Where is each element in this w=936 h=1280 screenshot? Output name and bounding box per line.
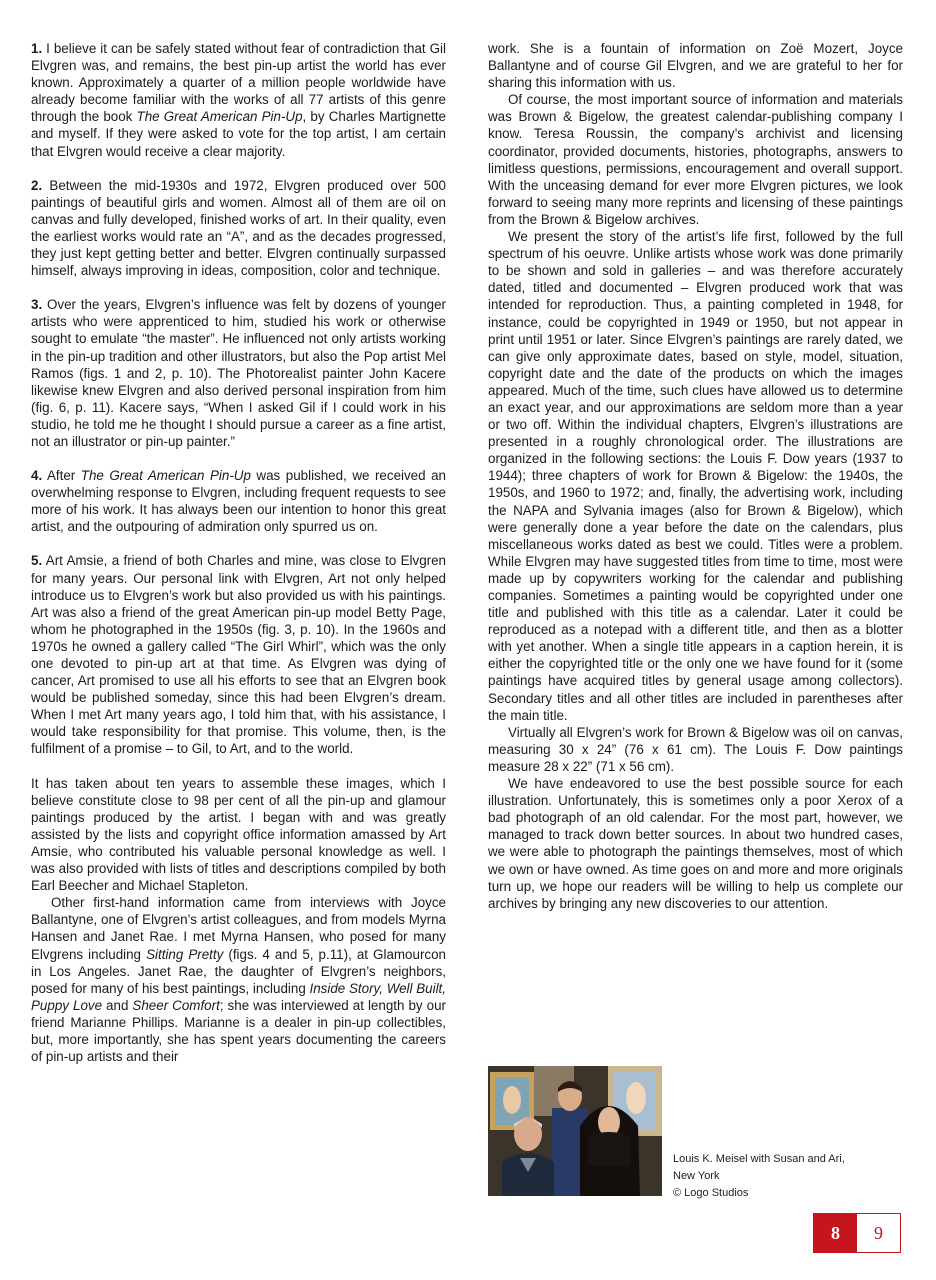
author-family-photo (488, 1066, 662, 1196)
paragraph-number: 4. (31, 468, 43, 484)
paragraph-text: , by Charles Martignette and myself. If they were asked to vote for the top artist, I am certain that Elvgren would receive a clear majority. (31, 109, 446, 159)
page-number-right: 9 (857, 1214, 900, 1252)
painting-title: Sheer Comfort (132, 997, 220, 1013)
paragraph-text: and (102, 997, 133, 1013)
paragraph-2 (31, 177, 446, 280)
paragraph-number: 5. (31, 553, 43, 569)
paragraph-sources-quality: We have endeavored to use the best possible source for each illustration. Unfortunately, this is sometimes only a poor Xerox of a bad photograph of an old calendar. For the most part, however, we managed to track down better sources. In about two hundred cases, we were able to photograph the paintings themselves, most of which we own or have owned. As time goes on and more and more originals turn up, we hope our readers will be willing to help us complete our archives by bringing any new discoveries to our attention. (488, 776, 903, 911)
left-column (31, 40, 446, 1065)
paragraph-number: 1. (31, 41, 43, 56)
paragraph-number: 2. (31, 177, 43, 193)
paragraph-measurements: Virtually all Elvgren’s work for Brown & Bigelow was oil on canvas, measuring 30 x 24” (76 x 61 cm). The Louis F. Dow paintings measure 28 x 22” (71 x 56 cm). (488, 724, 903, 774)
painting-title: Inside Story, Well Built, Puppy Love (31, 980, 446, 1013)
caption-line: Louis K. Meisel with Susan and Ari, (673, 1153, 845, 1165)
paragraph-text: (figs. 4 and 5, p.11), at Glamourcon in Los Angeles. Janet Rae, the daughter of Elvgren’s neighbors, posed for many of his best paintings, including (31, 946, 446, 996)
caption-line: New York (673, 1170, 720, 1182)
photo-caption (673, 1151, 873, 1202)
paragraph-3 (31, 296, 446, 450)
page-number-box (813, 1213, 901, 1253)
paragraph-1 (31, 40, 446, 160)
paragraph-text: Other first-hand information came from interviews with Joyce Ballantyne, one of Elvgren’s artist colleagues, and from models Myrna Hansen and Janet Rae. I met Myrna Hansen, who posed for many Elvgrens including (31, 895, 446, 962)
book-title: The Great American Pin-Up (80, 468, 251, 484)
paragraph-text: I believe it can be safely stated without fear of contradiction that Gil Elvgren was, and remains, the best pin-up artist the world has ever known. Approximately a quarter of a million people worldwide have already become familiar with the works of all 77 artists of this genre through the book (31, 41, 446, 125)
paragraph-4 (31, 467, 446, 535)
caption-credit: © Logo Studios (673, 1187, 749, 1199)
paragraph-text: Between the mid-1930s and 1972, Elvgren produced over 500 paintings of beautiful girls and women. Almost all of them are oil on canvas and fully developed, finished works of art. In their quality, even the earliest works would rate an “A”, and as the decades progressed, they just kept getting better and better. Elvgren continually surpassed himself, always improving in ideas, composition, color and technique. (31, 177, 446, 279)
paragraph-text: Art Amsie, a friend of both Charles and mine, was close to Elvgren for many years. Our personal link with Elvgren, Art not only helped introduce us to Elvgren’s work but also provided us with his paintings. Art was also a friend of the great American pin-up model Betty Page, whom he photographed in the 1950s (fig. 3, p. 10). In the 1960s and 1970s he owned a gallery called “The Girl Whirl”, which was the only one devoted to pin-up art at that time. As Elvgren was dying of cancer, Art promised to use all his efforts to see that an Elvgren book would be published someday, since this had been Elvgren’s dream. When I met Art many years ago, I told him that, with his assistance, I would take responsibility for that promise. This volume, then, is the fulfilment of a promise – to Gil, to Art, and to the world. (31, 553, 446, 757)
paragraph-sources: Of course, the most important source of information and materials was Brown & Bigelow, the greatest calendar-publishing company I know. Teresa Roussin, the company’s archivist and licensing coordinator, provided documents, histories, photographs, answers to limitless questions, permissions, encouragement and overall support. With the unceasing demand for ever more Elvgren pictures, we look forward to seeing many more reprints and licensing of these paintings from the Brown & Bigelow archives. (488, 92, 903, 227)
paragraph-text: After (42, 468, 81, 484)
paragraph-5 (31, 552, 446, 757)
photo-illustration (488, 1066, 662, 1196)
right-column (488, 40, 903, 912)
paragraph-organization: We present the story of the artist’s life first, followed by the full spectrum of his oeuvre. Unlike artists whose work was done primarily to be shown and sold in galleries – and was therefore accurately dated, titled and documented – Elvgren produced work that was intended for reproduction. Thus, a painting completed in 1948, for instance, could be copyrighted in 1949 or 1950, but not appear in print until 1951 or later. Since Elvgren’s paintings are rarely dated, we can give only approximate dates, based on style, model, situation, copyright date and the date of the products on which the images appeared. Much of the time, such clues have allowed us to determine an exact year, and our approximations are seldom more than a year or two off. Within the individual chapters, Elvgren’s illustrations are presented in a roughly chronological order. The illustrations are organized in the following sections: the Louis F. Dow years (1937 to 1944); three chapters of work for Brown & Bigelow: the 1940s, the 1950s, and 1960 to 1972; and, finally, the advertising work, including the NAPA and Sylvania images (also for Brown & Bigelow), which were generally done a year before the date on the calendars, plus miscellaneous works dated as best we could. Titles were a problem. While Elvgren may have suggested titles from time to time, most were made up by copywriters working for the calendar and publishing companies. Sometimes a painting would be copyrighted under one title and published with this title as a calendar. Later it could be reproduced as a notepad with a different title, and then as a blotter with yet another. When a single title appears in a caption herein, it is either the copyrighted title or the only one we have found for it (some paintings have acquired titles by general usage among collectors). Secondary titles and all other titles are included in parentheses after the main title. (488, 229, 903, 723)
paragraph-number: 3. (31, 297, 43, 313)
paragraph-6: It has taken about ten years to assemble these images, which I believe constitute close to 98 per cent of all the pin-up and glamour paintings produced by the artist. I began with and was greatly assisted by the lists and copyright office information amassed by Art Amsie, who contributed his valuable personal knowledge as well. I was also provided with lists of titles and descriptions compiled by both Earl Beecher and Michael Stapleton. (31, 775, 446, 894)
paragraph-text: Over the years, Elvgren’s influence was felt by dozens of younger artists who were apprenticed to him, studied his work or otherwise sought to emulate “the master”. He influenced not only artists working in the pin-up tradition and other illustrators, but also the Pop artist Mel Ramos (figs. 1 and 2, p. 10). The Photorealist painter John Kacere likewise knew Elvgren and also derived personal inspiration from him (fig. 6, p. 11). Kacere says, “When I asked Gil if I could work in his studio, he told me he thought I should pursue a career as a fine artist, not an illustrator or pin-up painter.” (31, 297, 446, 449)
paragraph-continued: work. She is a fountain of information on Zoë Mozert, Joyce Ballantyne and of course Gil Elvgren, and we are grateful to her for sharing this information with us. (488, 41, 903, 91)
painting-title: Sitting Pretty (146, 946, 224, 962)
paragraph-text: ; she was interviewed at length by our friend Marianne Phillips. Marianne is a dealer in pin-up collectibles, but, more importantly, she has spent years documenting the careers of pin-up artists and their (31, 997, 446, 1065)
page-number-left: 8 (814, 1214, 857, 1252)
paragraph-text: was published, we received an overwhelming response to Elvgren, including frequent requests to see more of his work. It has always been our intention to honor this great artist, and the outpouring of admiration only spurred us on. (31, 468, 446, 535)
book-title: The Great American Pin-Up (136, 109, 303, 125)
paragraph-7 (31, 894, 446, 1065)
